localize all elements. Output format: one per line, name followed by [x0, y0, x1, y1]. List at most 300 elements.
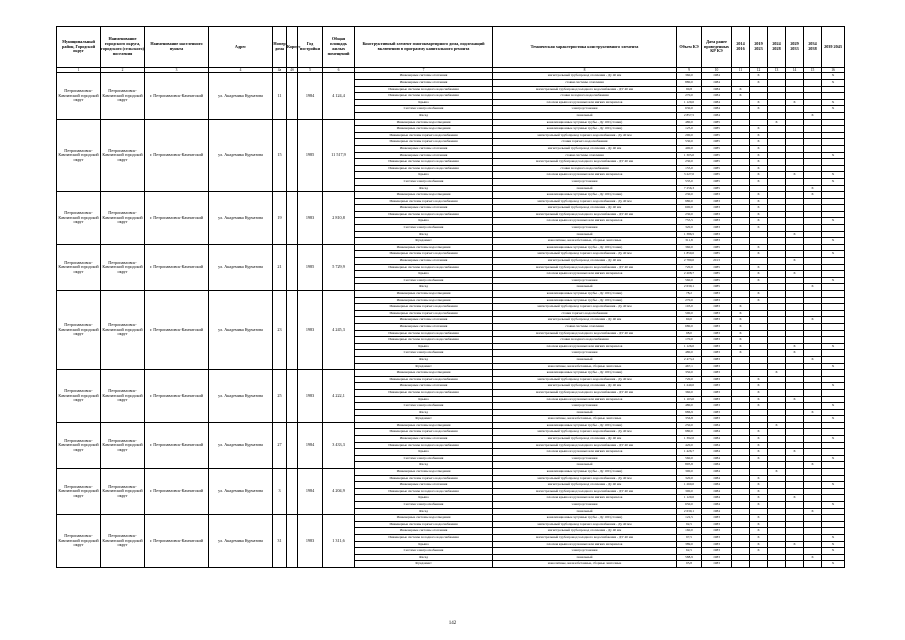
period-mark-cell: [822, 376, 845, 383]
period-mark-cell: [786, 238, 804, 245]
period-mark-cell: X: [768, 422, 786, 429]
previous-repair-date-cell: 1985: [702, 119, 732, 126]
period-mark-cell: [732, 422, 750, 429]
period-mark-cell: [768, 112, 786, 119]
period-mark-cell: [804, 370, 822, 377]
period-mark-cell: [768, 323, 786, 330]
period-mark-cell: [768, 99, 786, 106]
previous-repair-date-cell: 1985: [702, 172, 732, 179]
element-cell: Инженерные системы горячего водоснабжения: [355, 304, 493, 311]
period-mark-cell: [732, 218, 750, 225]
settlement-cell: Петропавловск-Камчатский городской округ: [101, 119, 145, 192]
period-mark-cell: [732, 258, 750, 265]
technical-spec-cell: электроустановки: [493, 106, 677, 113]
volume-cell: 1 103,0: [677, 396, 702, 403]
element-cell: Инженерные системы водоотведения: [355, 469, 493, 476]
period-mark-cell: X: [750, 534, 768, 541]
element-cell: Инженерные системы отопления: [355, 80, 493, 87]
volume-cell: 3 227,0: [677, 172, 702, 179]
period-mark-cell: X: [750, 277, 768, 284]
technical-spec-cell: магистральный трубопровод холодного водоснабжения - ДУ 40 мм: [493, 534, 677, 541]
house-number-cell: 3: [273, 469, 287, 515]
period-mark-cell: [768, 561, 786, 568]
period-mark-cell: [804, 152, 822, 159]
period-mark-cell: X: [750, 297, 768, 304]
settlement-cell: Петропавловск-Камчатский городской округ: [101, 370, 145, 423]
technical-spec-cell: магистральный трубопровод горячего водоснабжения - Дy 40 мм: [493, 198, 677, 205]
building-cell: [287, 370, 298, 423]
previous-repair-date-cell: 1984: [702, 455, 732, 462]
period-mark-cell: [732, 225, 750, 232]
previous-repair-date-cell: 1983: [702, 376, 732, 383]
period-mark-cell: [732, 198, 750, 205]
element-cell: Инженерные системы водоотведения: [355, 422, 493, 429]
period-mark-cell: [804, 80, 822, 87]
period-mark-cell: [732, 462, 750, 469]
element-cell: Система электроснабжения: [355, 277, 493, 284]
period-mark-cell: [804, 495, 822, 502]
period-mark-cell: X: [804, 185, 822, 192]
volume-cell: 62,5: [677, 548, 702, 555]
volume-cell: 1 305,0: [677, 152, 702, 159]
period-mark-cell: [732, 475, 750, 482]
period-mark-cell: [786, 488, 804, 495]
period-mark-cell: [768, 330, 786, 337]
element-cell: Инженерные системы отопления: [355, 73, 493, 80]
period-mark-cell: X: [750, 436, 768, 443]
element-cell: Инженерные системы горячего водоснабжения: [355, 310, 493, 317]
house-number-cell: 21: [273, 244, 287, 290]
element-cell: Инженерные системы отопления: [355, 317, 493, 324]
period-mark-cell: [768, 528, 786, 535]
volume-cell: 720,0: [677, 264, 702, 271]
period-mark-cell: [786, 73, 804, 80]
previous-repair-date-cell: 1983: [702, 317, 732, 324]
volume-cell: 60,0: [677, 317, 702, 324]
column-header: Дата ранее проведенных КР КЭ: [702, 27, 732, 68]
column-header: Наименование населенного пункта: [145, 27, 209, 68]
period-mark-cell: [786, 205, 804, 212]
element-cell: Инженерные системы водоотведения: [355, 126, 493, 133]
period-mark-cell: [804, 231, 822, 238]
volume-cell: 300,0: [677, 488, 702, 495]
period-mark-cell: [768, 548, 786, 555]
period-mark-cell: [732, 482, 750, 489]
period-mark-cell: [732, 284, 750, 291]
period-mark-cell: [786, 291, 804, 298]
period-mark-cell: [786, 304, 804, 311]
previous-repair-date-cell: 1984: [702, 469, 732, 476]
period-mark-cell: X: [750, 541, 768, 548]
technical-spec-cell: стояки системы отопления: [493, 152, 677, 159]
period-mark-cell: [768, 73, 786, 80]
volume-cell: 1 386,5: [677, 231, 702, 238]
period-mark-cell: X: [750, 244, 768, 251]
period-mark-cell: X: [750, 548, 768, 555]
element-cell: Инженерные системы отопления: [355, 323, 493, 330]
period-mark-cell: [768, 389, 786, 396]
period-mark-cell: [732, 231, 750, 238]
district-cell: Петропавловск-Камчатский городской округ: [57, 515, 101, 568]
technical-spec-cell: канализационные чугунные трубы - Дy 100 (стояки): [493, 297, 677, 304]
period-mark-cell: [768, 436, 786, 443]
column-header: Год постройки: [298, 27, 323, 68]
column-number: 6: [323, 68, 355, 73]
period-mark-cell: X: [750, 145, 768, 152]
build-year-cell: 1983: [298, 370, 323, 423]
period-mark-cell: X: [750, 172, 768, 179]
element-cell: Фасад: [355, 508, 493, 515]
period-mark-cell: [822, 323, 845, 330]
period-mark-cell: [822, 211, 845, 218]
period-mark-cell: [786, 132, 804, 139]
volume-cell: 98,0: [677, 330, 702, 337]
volume-cell: 350,0: [677, 370, 702, 377]
address-cell: ул. Академика Курчатова: [209, 515, 273, 568]
previous-repair-date-cell: 1983: [702, 218, 732, 225]
element-cell: Инженерные системы холодного водоснабжения: [355, 488, 493, 495]
period-mark-cell: [804, 403, 822, 410]
volume-cell: 311,8: [677, 238, 702, 245]
technical-spec-cell: плоская крыша из рулонных или мягких материалов: [493, 495, 677, 502]
period-mark-cell: [786, 548, 804, 555]
period-mark-cell: X: [786, 231, 804, 238]
period-mark-cell: [768, 455, 786, 462]
period-mark-cell: [822, 462, 845, 469]
build-year-cell: 1984: [298, 422, 323, 468]
period-mark-cell: [750, 554, 768, 561]
previous-repair-date-cell: 1983: [702, 389, 732, 396]
period-mark-cell: X: [822, 502, 845, 509]
build-year-cell: 1983: [298, 192, 323, 245]
period-mark-cell: X: [822, 80, 845, 87]
element-cell: Крыша: [355, 396, 493, 403]
period-mark-cell: [804, 304, 822, 311]
period-mark-cell: X: [786, 172, 804, 179]
period-mark-cell: [786, 284, 804, 291]
element-cell: Инженерные системы водоотведения: [355, 297, 493, 304]
period-mark-cell: [786, 475, 804, 482]
previous-repair-date-cell: 1985: [702, 126, 732, 133]
period-mark-cell: X: [822, 238, 845, 245]
period-mark-cell: [750, 337, 768, 344]
period-mark-cell: [822, 449, 845, 456]
period-mark-cell: X: [750, 192, 768, 199]
technical-spec-cell: стояки горячего водоснабжения: [493, 310, 677, 317]
period-mark-cell: [732, 271, 750, 278]
address-cell: ул. Академика Курчатова: [209, 469, 273, 515]
previous-repair-date-cell: 1983: [702, 350, 732, 357]
element-cell: Инженерные системы горячего водоснабжения: [355, 521, 493, 528]
element-cell: Инженерные системы холодного водоснабжения: [355, 534, 493, 541]
period-mark-cell: [822, 330, 845, 337]
period-mark-cell: [750, 370, 768, 377]
technical-spec-cell: канализационные чугунные трубы - Дy 100 (стояки): [493, 126, 677, 133]
period-mark-cell: [768, 126, 786, 133]
period-mark-cell: [750, 356, 768, 363]
previous-repair-date-cell: 1984: [702, 422, 732, 429]
volume-cell: 360,0: [677, 73, 702, 80]
table-row: [57, 244, 845, 251]
technical-spec-cell: магистральный трубопровод горячего водоснабжения - Дy 40 мм: [493, 132, 677, 139]
building-cell: [287, 291, 298, 370]
period-mark-cell: [768, 297, 786, 304]
element-cell: Инженерные системы отопления: [355, 383, 493, 390]
period-mark-cell: [804, 376, 822, 383]
previous-repair-date-cell: 1983: [702, 356, 732, 363]
period-mark-cell: [732, 277, 750, 284]
technical-spec-cell: магистральный трубопровод отопления - Дy 40 мм: [493, 528, 677, 535]
table-header-row: [57, 27, 845, 68]
period-mark-cell: X: [786, 99, 804, 106]
period-mark-cell: [768, 495, 786, 502]
period-mark-cell: [768, 244, 786, 251]
previous-repair-date-cell: 1983: [702, 291, 732, 298]
period-mark-cell: [732, 561, 750, 568]
table-row: [57, 515, 845, 522]
period-mark-cell: [786, 403, 804, 410]
period-mark-cell: [750, 284, 768, 291]
previous-repair-date-cell: 1983: [702, 343, 732, 350]
period-mark-cell: [804, 337, 822, 344]
period-mark-cell: [822, 244, 845, 251]
previous-repair-date-cell: 1984: [702, 488, 732, 495]
period-mark-cell: X: [750, 389, 768, 396]
period-mark-cell: [804, 455, 822, 462]
volume-cell: 630,0: [677, 106, 702, 113]
period-mark-cell: [822, 93, 845, 100]
period-mark-cell: [786, 409, 804, 416]
district-cell: Петропавловск-Камчатский городской округ: [57, 469, 101, 515]
period-mark-cell: [732, 416, 750, 423]
previous-repair-date-cell: 1984: [702, 462, 732, 469]
period-mark-cell: [732, 178, 750, 185]
period-mark-cell: [768, 145, 786, 152]
previous-repair-date-cell: 1984: [702, 436, 732, 443]
period-mark-cell: X: [732, 304, 750, 311]
period-mark-cell: [768, 304, 786, 311]
technical-spec-cell: монолитные, железобетонные, сборные ленточные: [493, 416, 677, 423]
element-cell: Инженерные системы горячего водоснабжения: [355, 251, 493, 258]
period-mark-cell: [786, 93, 804, 100]
period-mark-cell: [786, 145, 804, 152]
period-mark-cell: [768, 482, 786, 489]
build-year-cell: 1983: [298, 291, 323, 370]
period-mark-cell: [822, 508, 845, 515]
period-mark-cell: X: [822, 482, 845, 489]
previous-repair-date-cell: 1983: [702, 225, 732, 232]
previous-repair-date-cell: 1984: [702, 502, 732, 509]
previous-repair-date-cell: 1984: [702, 495, 732, 502]
period-mark-cell: [768, 508, 786, 515]
period-mark-cell: X: [804, 192, 822, 199]
element-cell: Инженерные системы водоотведения: [355, 192, 493, 199]
previous-repair-date-cell: 1984: [702, 99, 732, 106]
table-row: [57, 469, 845, 476]
technical-spec-cell: стояки системы отопления: [493, 80, 677, 87]
technical-spec-cell: панельный: [493, 508, 677, 515]
table-row: [57, 422, 845, 429]
period-mark-cell: X: [804, 356, 822, 363]
technical-spec-cell: электроустановки: [493, 178, 677, 185]
period-mark-cell: [750, 330, 768, 337]
period-mark-cell: [732, 264, 750, 271]
period-mark-cell: [786, 561, 804, 568]
period-mark-cell: [768, 139, 786, 146]
period-mark-cell: [822, 165, 845, 172]
period-mark-cell: [750, 462, 768, 469]
column-number: 5: [298, 68, 323, 73]
table-row: [57, 119, 845, 126]
technical-spec-cell: магистральный трубопровод холодного водоснабжения - ДУ 40 мм: [493, 389, 677, 396]
period-mark-cell: [768, 554, 786, 561]
district-cell: Петропавловск-Камчатский городской округ: [57, 244, 101, 290]
period-mark-cell: [804, 449, 822, 456]
period-mark-cell: [822, 521, 845, 528]
period-mark-cell: [822, 291, 845, 298]
previous-repair-date-cell: 1985: [702, 145, 732, 152]
previous-repair-date-cell: 1985: [702, 165, 732, 172]
build-year-cell: 1985: [298, 119, 323, 192]
period-mark-cell: [786, 436, 804, 443]
column-number: 15: [804, 68, 822, 73]
period-mark-cell: [732, 159, 750, 166]
period-mark-cell: [822, 192, 845, 199]
technical-spec-cell: панельный: [493, 112, 677, 119]
technical-spec-cell: магистральный трубопровод отопления - Дy 40 мм: [493, 317, 677, 324]
volume-cell: 1 126,0: [677, 343, 702, 350]
period-mark-cell: [732, 508, 750, 515]
previous-repair-date-cell: 1983: [702, 231, 732, 238]
period-mark-cell: [732, 185, 750, 192]
build-year-cell: 1984: [298, 469, 323, 515]
previous-repair-date-cell: 1984: [702, 442, 732, 449]
period-mark-cell: [732, 192, 750, 199]
period-mark-cell: [768, 396, 786, 403]
period-mark-cell: X: [732, 350, 750, 357]
column-header: 2029 2033: [786, 27, 804, 68]
column-header: Объем КЭ: [677, 27, 702, 68]
element-cell: Инженерные системы отопления: [355, 152, 493, 159]
locality-cell: г. Петропавловск-Камчатский: [145, 244, 209, 290]
period-mark-cell: X: [750, 271, 768, 278]
column-header: Наименование городского округа, городского (сельского) поселения: [101, 27, 145, 68]
period-mark-cell: X: [822, 277, 845, 284]
volume-cell: 467,1: [677, 363, 702, 370]
period-mark-cell: [804, 178, 822, 185]
period-mark-cell: [732, 119, 750, 126]
period-mark-cell: X: [750, 159, 768, 166]
period-mark-cell: X: [822, 455, 845, 462]
district-cell: Петропавловск-Камчатский городской округ: [57, 291, 101, 370]
volume-cell: 650,0: [677, 502, 702, 509]
column-header: Муниципальный район, Городской округ: [57, 27, 101, 68]
volume-cell: 1 129,0: [677, 99, 702, 106]
column-number: 7: [355, 68, 493, 73]
technical-spec-cell: панельный: [493, 185, 677, 192]
column-header: Корпус: [287, 27, 298, 68]
table-body: [57, 73, 845, 568]
period-mark-cell: [768, 350, 786, 357]
column-number: 12: [750, 68, 768, 73]
period-mark-cell: [768, 106, 786, 113]
period-mark-cell: X: [804, 462, 822, 469]
period-mark-cell: [750, 185, 768, 192]
period-mark-cell: [822, 112, 845, 119]
period-mark-cell: X: [750, 429, 768, 436]
period-mark-cell: [768, 541, 786, 548]
period-mark-cell: [768, 337, 786, 344]
column-number: 3: [145, 68, 209, 73]
volume-cell: 980,0: [677, 429, 702, 436]
technical-spec-cell: стояки холодного водоснабжения: [493, 337, 677, 344]
period-mark-cell: [732, 495, 750, 502]
previous-repair-date-cell: 1983: [702, 521, 732, 528]
period-mark-cell: X: [822, 218, 845, 225]
period-mark-cell: X: [732, 323, 750, 330]
column-number: 16: [822, 68, 845, 73]
volume-cell: 250,0: [677, 422, 702, 429]
period-mark-cell: [732, 429, 750, 436]
previous-repair-date-cell: 1983: [702, 528, 732, 535]
element-cell: Инженерные системы отопления: [355, 482, 493, 489]
period-mark-cell: [822, 198, 845, 205]
previous-repair-date-cell: 1985: [702, 277, 732, 284]
column-number: 4: [209, 68, 273, 73]
period-mark-cell: [786, 370, 804, 377]
period-mark-cell: [822, 515, 845, 522]
technical-spec-cell: канализационные чугунные трубы - Дy 100 (стояки): [493, 244, 677, 251]
period-mark-cell: [768, 225, 786, 232]
period-mark-cell: [804, 363, 822, 370]
period-mark-cell: X: [750, 502, 768, 509]
period-mark-cell: [786, 469, 804, 476]
technical-spec-cell: магистральный трубопровод холодного водоснабжения - ДУ 40 мм: [493, 442, 677, 449]
period-mark-cell: [804, 172, 822, 179]
period-mark-cell: [768, 409, 786, 416]
period-mark-cell: [804, 343, 822, 350]
period-mark-cell: [732, 488, 750, 495]
volume-cell: 2 208,7: [677, 271, 702, 278]
period-mark-cell: [822, 396, 845, 403]
period-mark-cell: X: [822, 251, 845, 258]
period-mark-cell: [786, 165, 804, 172]
technical-spec-cell: магистральный трубопровод холодного водоснабжения - ДУ 40 мм: [493, 86, 677, 93]
column-number: 10: [702, 68, 732, 73]
period-mark-cell: X: [750, 383, 768, 390]
period-mark-cell: [786, 356, 804, 363]
period-mark-cell: [732, 389, 750, 396]
house-number-cell: 25: [273, 370, 287, 423]
period-mark-cell: X: [804, 508, 822, 515]
period-mark-cell: [804, 416, 822, 423]
volume-cell: 680,0: [677, 323, 702, 330]
period-mark-cell: X: [822, 178, 845, 185]
technical-spec-cell: магистральный трубопровод отопления - Дy 40 мм: [493, 258, 677, 265]
period-mark-cell: [804, 165, 822, 172]
technical-spec-cell: канализационные чугунные трубы - Дy 100 (стояки): [493, 515, 677, 522]
technical-spec-cell: монолитные, железобетонные, сборные ленточные: [493, 238, 677, 245]
period-mark-cell: [804, 469, 822, 476]
period-mark-cell: X: [750, 521, 768, 528]
period-mark-cell: X: [750, 396, 768, 403]
volume-cell: 290,0: [677, 132, 702, 139]
address-cell: ул. Академика Курчатова: [209, 119, 273, 192]
technical-spec-cell: панельный: [493, 462, 677, 469]
period-mark-cell: [822, 350, 845, 357]
period-mark-cell: [822, 119, 845, 126]
period-mark-cell: [768, 93, 786, 100]
